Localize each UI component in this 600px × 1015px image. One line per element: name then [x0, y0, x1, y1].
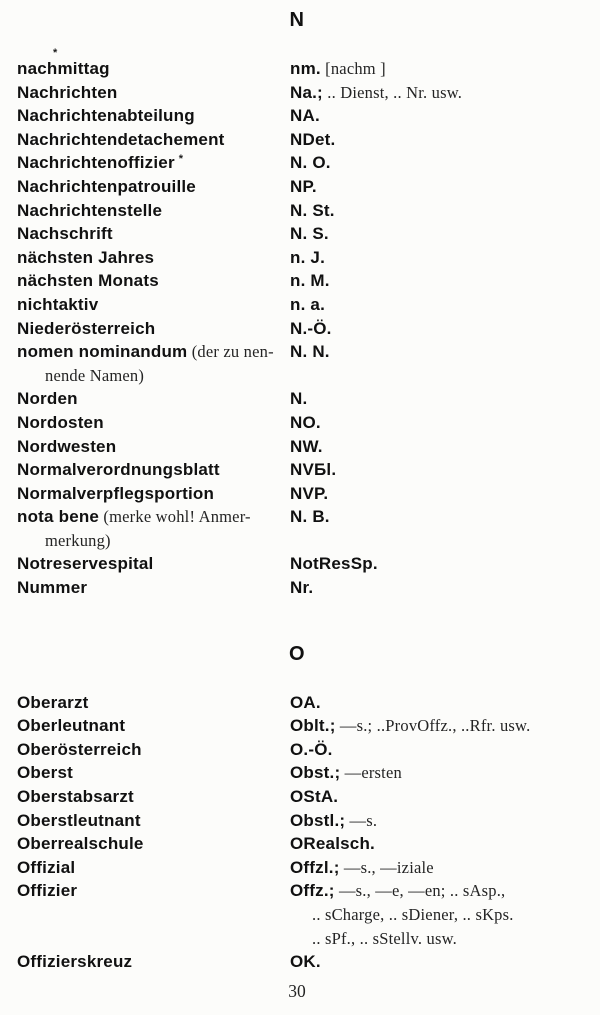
term-text: Niederösterreich: [17, 318, 156, 338]
section-header: N: [289, 9, 305, 31]
term-cell: [17, 151, 290, 175]
abbr-cell: [290, 199, 590, 223]
abbr-cell: [290, 293, 590, 317]
entry-row: [17, 809, 590, 833]
abbr-cell: [290, 81, 590, 105]
term-cell: [17, 81, 290, 105]
term-cell: [17, 458, 290, 482]
term-cell: [17, 222, 290, 246]
entry-row: [17, 411, 590, 435]
term-text: Nachrichtenpatrouille: [17, 176, 196, 196]
abbr-line: [290, 104, 590, 128]
abbr-line: [312, 903, 590, 927]
entry-row: [17, 856, 590, 880]
abbr-text: Na.;: [290, 82, 323, 102]
term-cell: [17, 175, 290, 199]
abbr-line: [290, 340, 590, 364]
abbr-cell: [290, 128, 590, 152]
abbr-expansion-text: —ersten: [340, 763, 402, 783]
abbr-text: NW.: [290, 436, 323, 456]
abbr-cell: [290, 505, 590, 529]
term-cell: [17, 128, 290, 152]
entry-row: [17, 199, 590, 223]
abbr-line: [290, 576, 590, 600]
entry-row: [17, 761, 590, 785]
abbr-line: [290, 505, 590, 529]
term-text: Oberösterreich: [17, 739, 142, 759]
term-cell: [17, 552, 290, 576]
page-number: 30: [288, 980, 306, 1001]
abbr-text: Nr.: [290, 578, 314, 598]
abbr-expansion-text: —s., —e, —en; .. sAsp.,: [334, 881, 506, 901]
abbr-line: [290, 482, 590, 506]
term-text: Nachrichtenabteilung: [17, 106, 195, 126]
term-text: Nordwesten: [17, 436, 117, 456]
entry-row: [17, 175, 590, 199]
term-text: nichtaktiv: [17, 294, 99, 314]
abbr-text: OA.: [290, 692, 321, 712]
abbr-expansion-text: .. sPf., .. sStellv. usw.: [312, 928, 457, 948]
abbr-text: OStA.: [290, 787, 339, 807]
abbr-line: [290, 151, 590, 175]
abbr-cell: [290, 317, 590, 341]
abbr-line: [290, 269, 590, 293]
entry-row: [17, 950, 590, 974]
abbr-line: [290, 199, 590, 223]
abbr-cell: [290, 340, 590, 364]
term-text: Oberrealschule: [17, 834, 144, 854]
abbr-cell: [290, 576, 590, 600]
term-text: Nordosten: [17, 412, 104, 432]
footnote-star-icon: *: [178, 152, 184, 165]
abbr-line: [290, 879, 590, 903]
abbr-expansion-text: —s.; ..ProvOffz., ..Rfr. usw.: [335, 716, 531, 736]
term-cell: [17, 387, 290, 411]
abbr-cell: [290, 222, 590, 246]
abbr-line: [290, 387, 590, 411]
section-header: O: [288, 642, 306, 665]
abbr-text: NA.: [290, 106, 320, 126]
abbr-cell: [290, 387, 590, 411]
abbr-cell: [290, 482, 590, 506]
abbr-text: Offz.;: [290, 881, 335, 901]
abbr-cell: [290, 151, 590, 175]
term-text: Normalverpflegsportion: [17, 483, 215, 503]
term-cell: [17, 411, 290, 435]
term-cell: [17, 714, 290, 738]
abbr-cell: [290, 104, 590, 128]
abbr-text: NDet.: [290, 129, 336, 149]
term-text: Nachschrift: [17, 224, 113, 244]
abbr-cell: [290, 856, 590, 880]
entry-row: [17, 738, 590, 762]
term-text: Nachrichtendetachement: [17, 129, 225, 149]
abbr-line: [290, 458, 590, 482]
term-note-continuation: nende Namen): [45, 365, 145, 385]
term-cell: [17, 482, 290, 506]
abbr-text: OK.: [290, 952, 321, 972]
entry-row: [17, 832, 590, 856]
abbr-text: NP.: [290, 176, 317, 196]
abbr-cell: [290, 832, 590, 856]
term-text: Oberleutnant: [17, 716, 126, 736]
term-cell: [17, 199, 290, 223]
abbr-cell: [290, 761, 590, 785]
abbr-text: NVP.: [290, 483, 329, 503]
entry-row: [17, 293, 590, 317]
abbr-cell: [290, 435, 590, 459]
abbr-cell: [290, 809, 590, 833]
abbr-text: N.: [290, 389, 308, 409]
abbr-text: NO.: [290, 412, 321, 432]
abbr-line: [290, 832, 590, 856]
term-note-continuation: merkung): [45, 530, 111, 550]
term-note: (merke wohl! Anmer-: [99, 507, 251, 527]
abbr-text: Offzl.;: [290, 857, 340, 877]
abbr-line: [290, 175, 590, 199]
entry-row: [17, 222, 590, 246]
abbr-text: nm.: [290, 59, 321, 78]
entry-row: [17, 482, 590, 506]
entry-row: [17, 81, 590, 105]
abbr-cell: [290, 714, 590, 738]
term-cell: [17, 879, 290, 903]
entry-row: [17, 387, 590, 411]
term-cell: [17, 950, 290, 974]
entry-row: [17, 317, 590, 341]
abbr-cell: [290, 879, 590, 950]
abbr-line: [290, 435, 590, 459]
abbr-expansion-text: —s., —iziale: [339, 857, 434, 877]
abbr-text: Obstl.;: [290, 810, 346, 830]
abbr-cell: [290, 458, 590, 482]
abbr-text: n. M.: [290, 271, 330, 291]
footnote-star-icon: *: [53, 47, 58, 59]
term-text: nächsten Monats: [17, 271, 159, 291]
abbr-cell: [290, 57, 590, 81]
term-cell: [17, 761, 290, 785]
term-text: Nachrichtenoffizier: [17, 153, 175, 173]
abbr-line: [290, 222, 590, 246]
abbr-line: [290, 552, 590, 576]
term-text: Norden: [17, 389, 78, 409]
abbr-text: N. S.: [290, 224, 329, 244]
abbr-line: [290, 293, 590, 317]
term-cell: [17, 738, 290, 762]
term-text: Nachrichten: [17, 82, 118, 102]
abbr-cell: [290, 691, 590, 715]
term-text: Oberstabsarzt: [17, 787, 134, 807]
term-cell: [17, 856, 290, 880]
abbr-line: [290, 714, 590, 738]
entry-row: [17, 151, 590, 175]
abbr-text: O.-Ö.: [290, 739, 333, 759]
abbr-expansion-text: —s.: [345, 810, 378, 830]
abbr-cell: [290, 738, 590, 762]
term-cell: [17, 691, 290, 715]
abbr-expansion-text: .. Dienst, .. Nr. usw.: [322, 82, 463, 102]
abbr-text: N.-Ö.: [290, 318, 332, 338]
abbr-line: [312, 927, 590, 951]
abbr-line: [290, 317, 590, 341]
term-text: nachmittag: [17, 59, 110, 78]
abbr-text: N. St.: [290, 200, 335, 220]
term-text: nota bene: [17, 507, 100, 527]
entry-row: [17, 435, 590, 459]
glossary: [17, 9, 590, 974]
abbr-line: [290, 785, 590, 809]
abbr-line: [290, 57, 590, 81]
term-text: Oberarzt: [17, 692, 89, 712]
entry-row: [17, 47, 590, 81]
entry-row: [17, 785, 590, 809]
term-text: Notreservespital: [17, 554, 154, 574]
abbr-line: [290, 691, 590, 715]
abbr-cell: [290, 175, 590, 199]
term-text: nächsten Jahres: [17, 247, 155, 267]
term-cell: [17, 832, 290, 856]
abbr-text: NotResSp.: [290, 554, 378, 574]
abbr-text: n. a.: [290, 294, 326, 314]
term-text: Offizier: [17, 881, 78, 901]
term-cell: [17, 809, 290, 833]
term-text: Offizierskreuz: [17, 952, 133, 972]
abbr-line: [290, 950, 590, 974]
abbr-expansion-text: .. sCharge, .. sDiener, .. sKps.: [312, 905, 514, 924]
term-text: Oberst: [17, 763, 73, 783]
entry-row: [17, 104, 590, 128]
abbr-expansion-text: [nachm ]: [320, 59, 386, 78]
abbr-cell: [290, 552, 590, 576]
abbr-line: [290, 761, 590, 785]
term-cell: [17, 104, 290, 128]
entry-row: [17, 340, 590, 387]
abbr-text: N. B.: [290, 507, 330, 527]
term-cell: [17, 576, 290, 600]
term-cell: [17, 47, 290, 81]
abbr-cell: [290, 785, 590, 809]
term-cell: [17, 435, 290, 459]
abbr-line: [290, 809, 590, 833]
term-text: Offizial: [17, 857, 76, 877]
entry-row: [17, 879, 590, 950]
term-cell: [17, 269, 290, 293]
abbr-cell: [290, 411, 590, 435]
entry-row: [17, 269, 590, 293]
entry-row: [17, 128, 590, 152]
term-cell: [17, 246, 290, 270]
term-text: Nummer: [17, 578, 88, 598]
entry-row: [17, 552, 590, 576]
abbr-cell: [290, 950, 590, 974]
entry-row: [17, 246, 590, 270]
term-cell: [17, 505, 290, 552]
abbr-text: ORealsch.: [290, 834, 375, 854]
abbr-cell: [290, 269, 590, 293]
abbr-line: [290, 411, 590, 435]
term-text: Nachrichtenstelle: [17, 200, 163, 220]
abbr-line: [290, 738, 590, 762]
abbr-cell: [290, 246, 590, 270]
term-cell: [17, 293, 290, 317]
abbr-line: [290, 81, 590, 105]
abbr-text: n. J.: [290, 247, 326, 267]
term-text: Oberstleutnant: [17, 810, 141, 830]
term-cell: [17, 340, 290, 387]
abbr-text: Oblt.;: [290, 716, 336, 736]
term-text: Normalverordnungsblatt: [17, 460, 220, 480]
abbr-text: Obst.;: [290, 763, 341, 783]
abbr-text: NVБl.: [290, 460, 337, 480]
entry-row: [17, 576, 590, 600]
entry-row: [17, 458, 590, 482]
entry-row: [17, 714, 590, 738]
entry-row: [17, 691, 590, 715]
abbr-text: N. O.: [290, 153, 331, 173]
abbr-line: [290, 246, 590, 270]
term-cell: [17, 317, 290, 341]
term-note: (der zu nen-: [187, 342, 274, 362]
abbr-text: N. N.: [290, 342, 330, 362]
abbr-line: [290, 856, 590, 880]
entry-row: [17, 505, 590, 552]
abbr-line: [290, 128, 590, 152]
term-text: nomen nominandum: [17, 342, 188, 362]
term-cell: [17, 785, 290, 809]
